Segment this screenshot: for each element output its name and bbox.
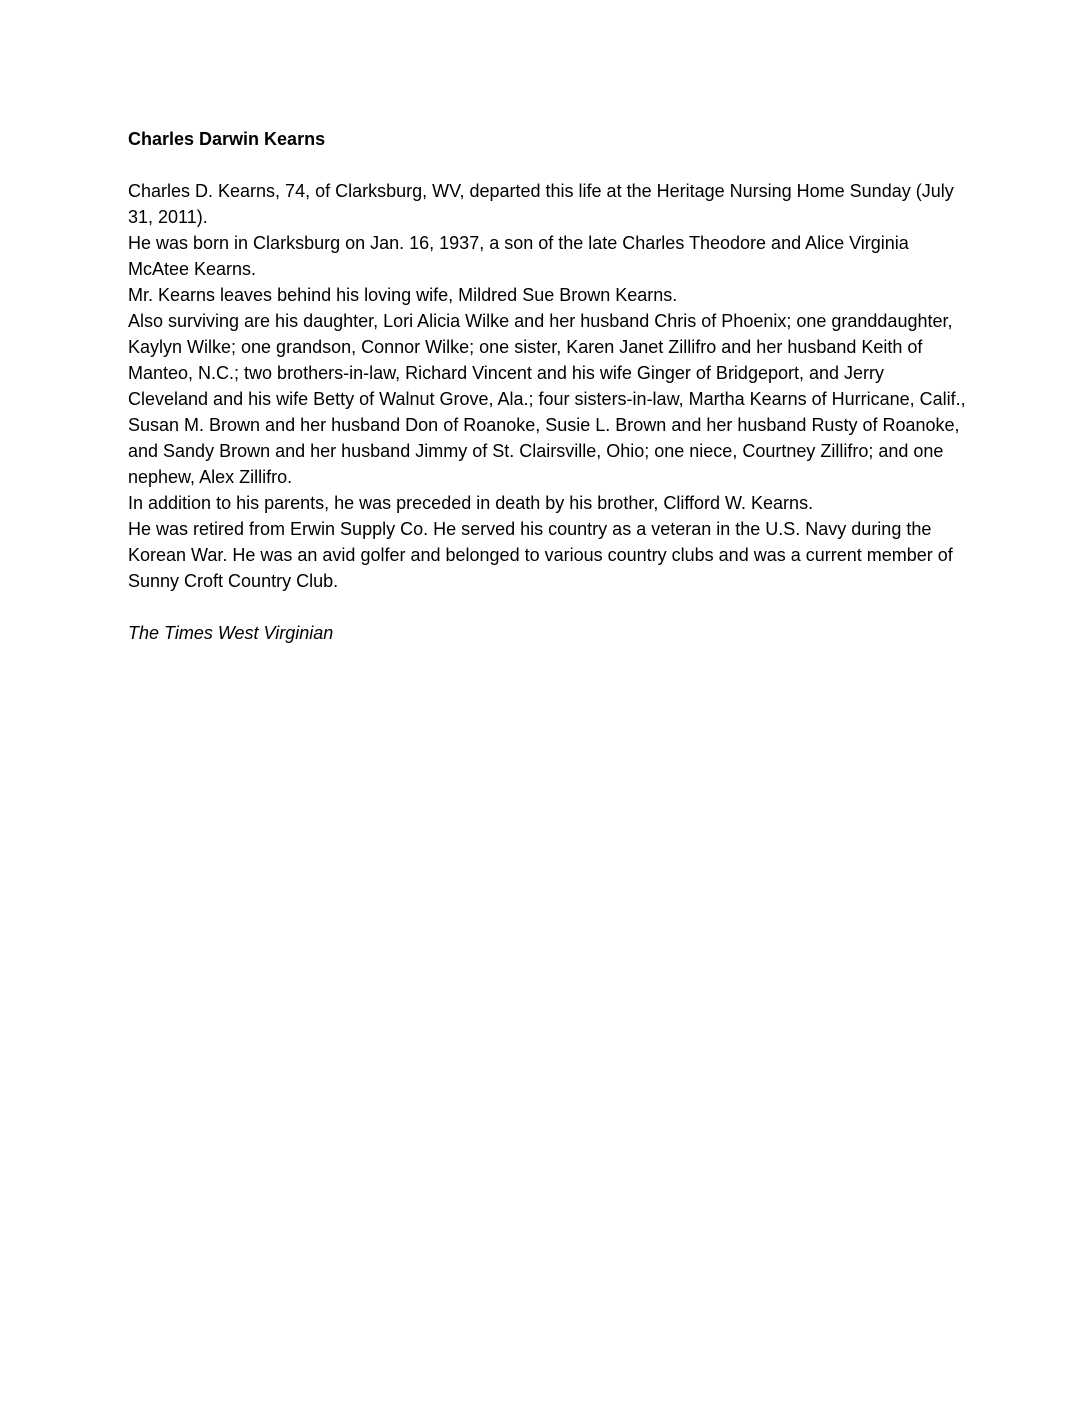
obituary-content — [128, 126, 968, 646]
paragraph-survivors: Also surviving are his daughter, Lori Alicia Wilke and her husband Chris of Phoenix; one granddaughter, Kaylyn Wilke; one grandson, Connor Wilke; one sister, Karen Janet Zillifro and her husband Keith of Manteo, N.C.; two brothers-in-law, Richard Vincent and his wife Ginger of Bridgeport, and Jerry Cleveland and his wife Betty of Walnut Grove, Ala.; four sisters-in-law, Martha Kearns of Hurricane, Calif., Susan M. Brown and her husband Don of Roanoke, Susie L. Brown and her husband Rusty of Roanoke, and Sandy Brown and her husband Jimmy of St. Clairsville, Ohio; one niece, Courtney Zillifro; and one nephew, Alex Zillifro. — [128, 311, 966, 487]
paragraph-preceded: In addition to his parents, he was preceded in death by his brother, Clifford W. Kearns. — [128, 493, 814, 513]
paragraph-birth: He was born in Clarksburg on Jan. 16, 1937, a son of the late Charles Theodore and Alice Virginia McAtee Kearns. — [128, 233, 909, 279]
obituary-body — [128, 178, 968, 594]
paragraph-spouse: Mr. Kearns leaves behind his loving wife, Mildred Sue Brown Kearns. — [128, 285, 678, 305]
source-attribution: The Times West Virginian — [128, 623, 334, 643]
obituary-title: Charles Darwin Kearns — [128, 129, 326, 149]
paragraph-career: He was retired from Erwin Supply Co. He served his country as a veteran in the U.S. Navy during the Korean War. He was an avid golfer and belonged to various country clubs and was a current member of Sunny Croft Country Club. — [128, 519, 953, 591]
paragraph-death-notice: Charles D. Kearns, 74, of Clarksburg, WV, departed this life at the Heritage Nursing Home Sunday (July 31, 2011). — [128, 181, 954, 227]
